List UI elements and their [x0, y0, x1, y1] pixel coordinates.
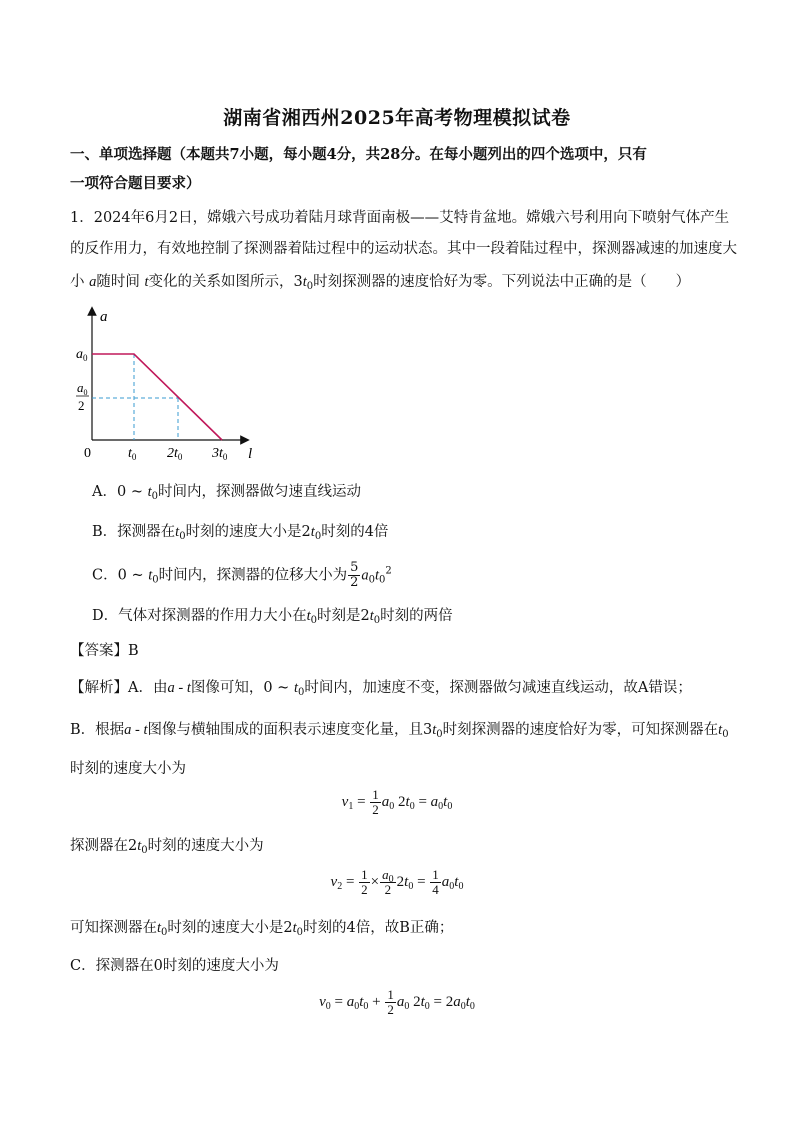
section-heading-line1: 一、单项选择题（本题共7小题，每小题4分，共28分。在每小题列出的四个选项中，只有: [70, 146, 647, 163]
half-a0-den: 2: [78, 398, 85, 413]
equation-v0: $v_0 = a_0t_0$ + $\frac{1}{2}$ $a_0$ $2t_0 = 2a_0t_0$: [319, 987, 475, 1017]
analysis-b-line2: 时刻的速度大小为: [70, 761, 186, 777]
graph-line: [92, 354, 222, 440]
option-c[interactable]: C．0 ~ $t_0$时间内，探测器的位移大小为 $\frac{5}{2}$ $a_0t_0^2$: [92, 560, 392, 590]
question-line1: 1．2024年6月2日，嫦娥六号成功着陆月球背面南极——艾特肯盆地。嫦娥六号利用向下喷射气体产生: [70, 210, 730, 226]
a0-label: $a_0$: [76, 347, 88, 363]
equation-v2: $v_2$ = $\frac{1}{2}$ × $\frac{a_0}{2}$ $2t_0$ = $\frac{1}{4}$ $a_0t_0$: [330, 867, 464, 897]
half-a0-num: $a_0$: [77, 380, 88, 397]
origin-label: 0: [84, 446, 91, 461]
analysis-b-line1: B．根据a - t图像与横轴围成的面积表示速度变化量，且$3t_0$时刻探测器的速度恰好为零，可知探测器在$t_0$: [70, 722, 729, 740]
section-heading-line2: 一项符合题目要求）: [70, 175, 201, 192]
tick-t0: $t_0$: [128, 446, 137, 462]
analysis-c: C．探测器在0时刻的速度大小为: [70, 958, 279, 974]
x-axis-label: l: [248, 446, 253, 462]
analysis-b-v2-text: 探测器在$2t_0$时刻的速度大小为: [70, 838, 264, 856]
question-line2: 的反作用力，有效地控制了探测器着陆过程中的运动状态。其中一段着陆过程中，探测器减速的加速度大: [70, 241, 737, 257]
tick-2t0: $2t_0$: [167, 446, 183, 462]
page-title: 湖南省湘西州2025年高考物理模拟试卷: [223, 107, 571, 129]
analysis-b-conclusion: 可知探测器在$t_0$时刻的速度大小是$2t_0$时刻的4倍，故B正确；: [70, 920, 454, 938]
acceleration-time-graph: [70, 305, 270, 470]
option-a[interactable]: A．0 ~ $t_0$时间内，探测器做匀速直线运动: [92, 484, 361, 502]
y-axis-label: a: [100, 309, 108, 325]
option-b[interactable]: B．探测器在$t_0$时刻的速度大小是$2t_0$时刻的4倍: [92, 524, 389, 542]
question-line3: 小 a随时间 t变化的关系如图所示，$3t_0$时刻探测器的速度恰好为零。下列说法中正确的是（ ）: [70, 274, 691, 292]
tick-3t0: $3t_0$: [212, 446, 228, 462]
option-d[interactable]: D．气体对探测器的作用力大小在$t_0$时刻是$2t_0$时刻的两倍: [92, 608, 453, 626]
analysis-a: 【解析】A．由a - t图像可知，0 ~ $t_0$时间内，加速度不变，探测器做匀减速直线运动，故A错误；: [70, 680, 692, 698]
equation-v1: $v_1$ = $\frac{1}{2}$ $a_0$ $2t_0 = a_0t_0$: [341, 787, 453, 817]
answer-line: 【答案】B: [70, 643, 139, 659]
